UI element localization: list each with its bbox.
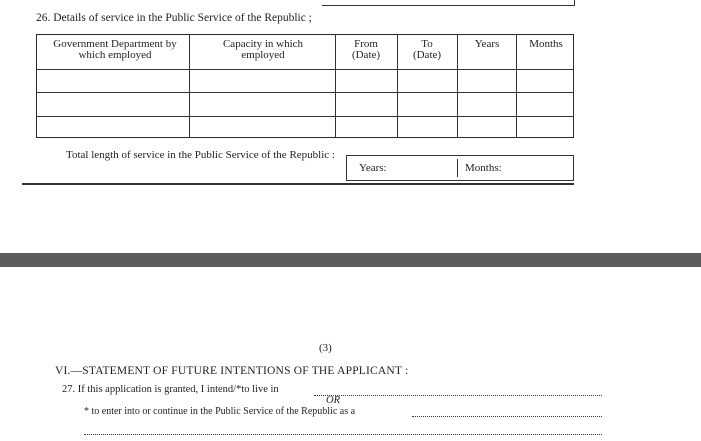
header-rule: [37, 69, 573, 70]
table-row: [37, 116, 573, 117]
total-months-label: Months:: [465, 162, 502, 174]
section-separator: [22, 183, 574, 185]
header-months: Months: [529, 38, 563, 50]
live-in-blank[interactable]: [314, 395, 602, 396]
table-divider: [189, 35, 190, 137]
header-department: Government Department by which employed: [53, 38, 177, 61]
header-to: To (Date): [412, 38, 442, 61]
header-from: From (Date): [351, 38, 381, 61]
table-divider: [335, 35, 336, 137]
table-divider: [457, 35, 458, 137]
table-row: [37, 92, 573, 93]
page-number: (3): [319, 342, 332, 354]
question-27-alt-text: * to enter into or continue in the Public Service of the Republic as a: [84, 406, 356, 417]
question-27-text: 27. If this application is granted, I intend/*to live in: [62, 384, 279, 395]
header-years: Years: [474, 38, 500, 50]
total-service-label: Total length of service in the Public Service of the Republic :: [66, 149, 335, 161]
total-service-box: [346, 155, 574, 181]
continuation-blank[interactable]: [84, 434, 602, 435]
table-divider: [516, 35, 517, 137]
or-separator: OR: [326, 395, 340, 406]
service-details-table: [36, 34, 574, 138]
total-box-divider: [457, 159, 458, 177]
public-service-blank[interactable]: [412, 416, 602, 417]
section-vi-title: VI.—STATEMENT OF FUTURE INTENTIONS OF THE APPLICANT :: [55, 365, 409, 377]
question-26-title: 26. Details of service in the Public Service of the Republic ;: [36, 12, 312, 24]
table-divider: [397, 35, 398, 137]
top-box-bottom: [322, 5, 575, 6]
header-capacity: Capacity in which employed: [222, 38, 304, 61]
page-break: [0, 253, 701, 267]
total-years-label: Years:: [359, 162, 387, 174]
